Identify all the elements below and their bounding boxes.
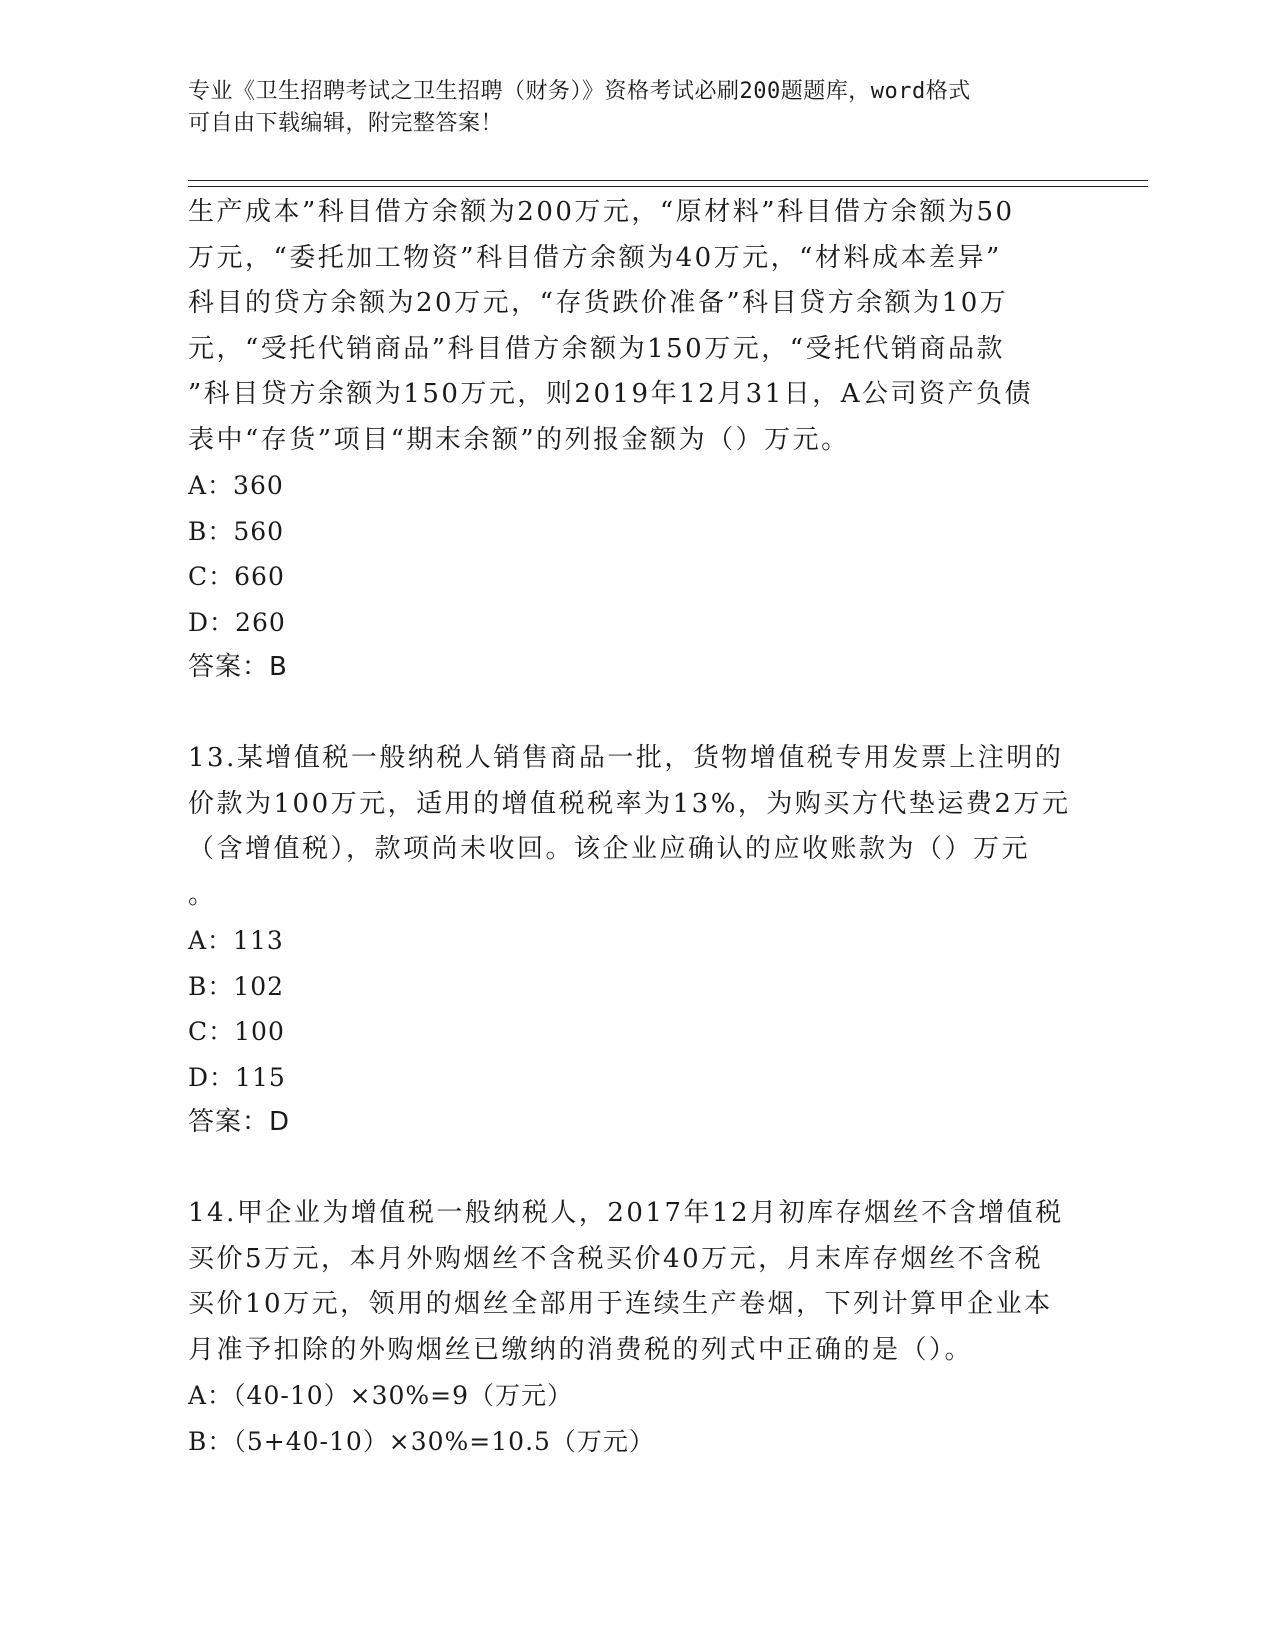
header-divider-bottom bbox=[188, 186, 1148, 187]
question-text-line: 14.甲企业为增值税一般纳税人，2017年12月初库存烟丝不含增值税 bbox=[188, 1198, 1064, 1228]
spacer bbox=[188, 691, 1088, 737]
option-d: D：115 bbox=[188, 1062, 286, 1092]
question-14 bbox=[188, 1191, 1088, 1464]
question-text-line: 买价5万元，本月外购烟丝不含税买价40万元，月末库存烟丝不含税 bbox=[188, 1243, 1044, 1274]
question-text-line: 表中“存货”项目“期末余额”的列报金额为（）万元。 bbox=[188, 424, 850, 455]
header-title-line-1: 专业《卫生招聘考试之卫生招聘（财务）》资格考试必刷200题题库，word格式 bbox=[188, 79, 971, 104]
answer-label: 答案：D bbox=[188, 1107, 291, 1137]
question-text-line: 月准予扣除的外购烟丝已缴纳的消费税的列式中正确的是（）。 bbox=[188, 1334, 974, 1365]
question-text-line: 科目的贷方余额为20万元，“存货跌价准备”科目贷方余额为10万 bbox=[188, 288, 1009, 318]
answer-label: 答案：B bbox=[188, 652, 288, 682]
option-a: A：360 bbox=[188, 471, 284, 500]
header-divider-top bbox=[188, 180, 1148, 181]
option-d: D：260 bbox=[188, 607, 286, 637]
question-text-line: 价款为100万元，适用的增值税税率为13%，为购买方代垫运费2万元 bbox=[188, 788, 1071, 819]
header-title-line-2: 可自由下载编辑，附完整答案！ bbox=[188, 111, 504, 136]
document-header bbox=[188, 76, 1068, 140]
spacer bbox=[188, 1146, 1088, 1192]
option-b: B：560 bbox=[188, 516, 285, 546]
question-text-line: 万元，“委托加工物资”科目借方余额为40万元，“材料成本差异” bbox=[188, 242, 1002, 273]
option-a: A：113 bbox=[188, 926, 284, 955]
option-c: C：100 bbox=[188, 1017, 285, 1046]
option-b: B：（5+40-10）×30%=10.5（万元） bbox=[188, 1426, 655, 1456]
option-c: C：660 bbox=[188, 562, 285, 591]
document-body bbox=[188, 190, 1088, 1464]
question-text-line: 13.某增值税一般纳税人销售商品一批，货物增值税专用发票上注明的 bbox=[188, 743, 1064, 773]
option-a: A：（40-10）×30%=9（万元） bbox=[188, 1381, 573, 1410]
question-text-line: 生产成本”科目借方余额为200万元，“原材料”科目借方余额为50 bbox=[188, 197, 1015, 227]
option-b: B：102 bbox=[188, 971, 285, 1001]
question-text-line: 买价10万元，领用的烟丝全部用于连续生产卷烟，下列计算甲企业本 bbox=[188, 1289, 1053, 1319]
question-text-line: 。 bbox=[188, 879, 217, 910]
question-12 bbox=[188, 190, 1088, 691]
question-text-line: ”科目贷方余额为150万元，则2019年12月31日，A公司资产负债 bbox=[188, 379, 1034, 409]
question-text-line: （含增值税），款项尚未收回。该企业应确认的应收账款为（）万元 bbox=[188, 834, 1031, 864]
question-13 bbox=[188, 736, 1088, 1146]
question-text-line: 元，“受托代销商品”科目借方余额为150万元，“受托代销商品款 bbox=[188, 333, 1006, 364]
